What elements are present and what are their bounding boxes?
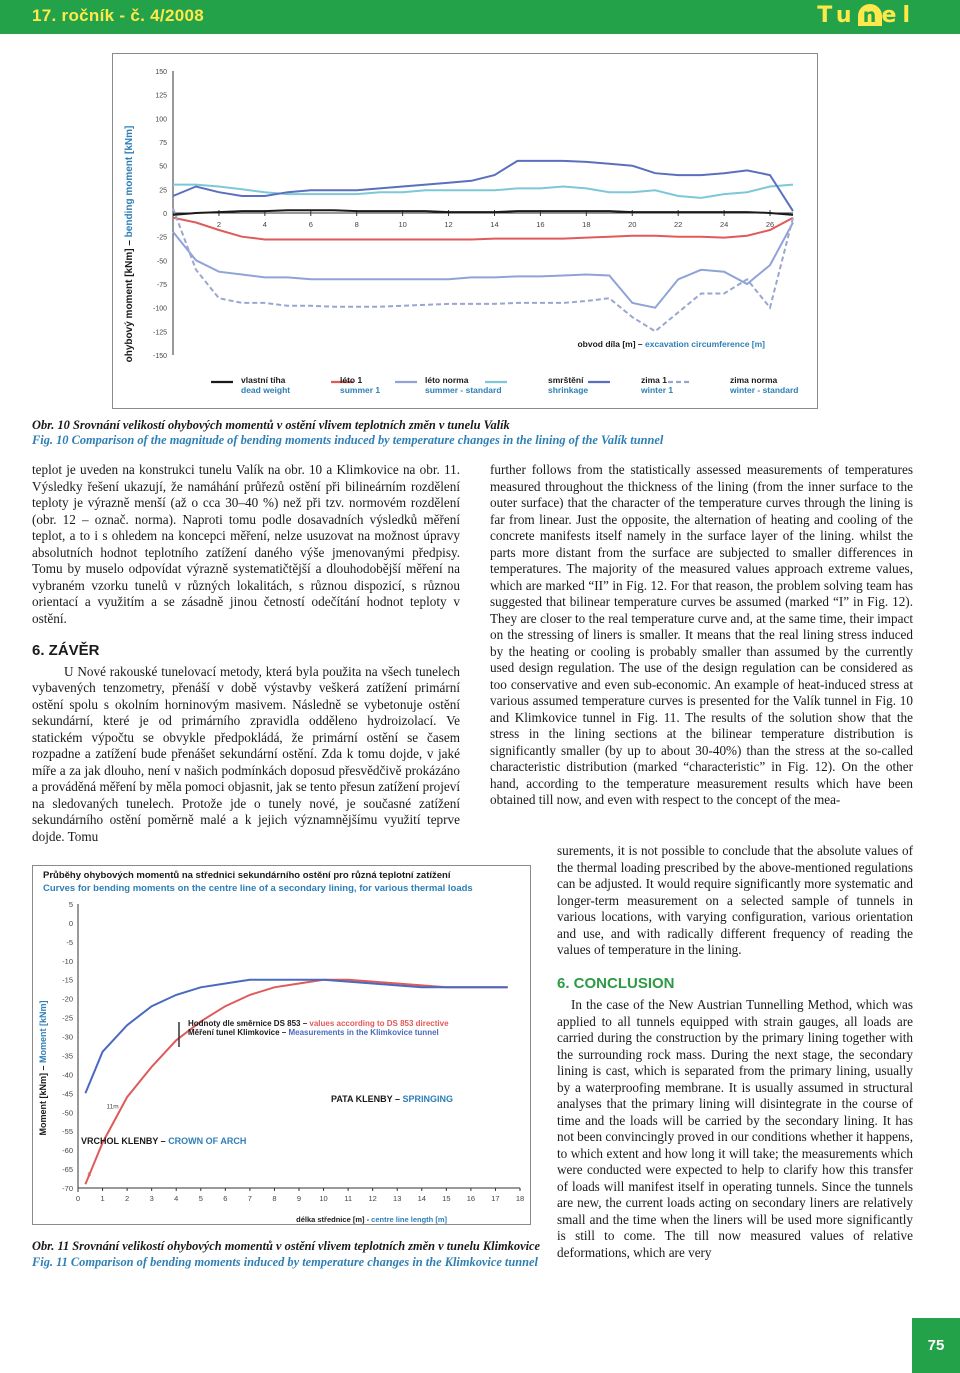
- logo-text-end: el: [881, 3, 916, 28]
- y-tick-label: -50: [62, 1108, 73, 1118]
- logo-text-start: Tu: [817, 3, 858, 28]
- series-line-5: [173, 161, 793, 211]
- y-axis-label: [38, 1000, 48, 1135]
- annotation-springing-cz: PATA KLENBY –: [331, 1094, 403, 1104]
- y-tick-label: -5: [66, 937, 73, 947]
- x-tick-label: 4: [174, 1194, 179, 1203]
- x-tick-label: 12: [444, 220, 453, 229]
- legend-label-cz: zima norma: [730, 375, 778, 385]
- y-tick-label: -10: [62, 956, 73, 966]
- x-tick-label: 18: [515, 1194, 525, 1203]
- right-paragraph-1b: surements, it is not possible to conclude that the absolute values of the thermal loading prescribed by the above-mentioned regulations can be adjusted. It would require significantly more systematic and longer-term measurement on a selected sample of tunnels in various locations, with varying configuration, various orientation and use, and with radically different frequency of reading the values of temperature in the lining.: [557, 843, 913, 957]
- y-axis-label-cz: ohybový moment [kNm] –: [124, 237, 135, 363]
- y-tick-label: -30: [62, 1032, 73, 1042]
- x-tick-label: 16: [536, 220, 545, 229]
- annotation-8: 8: [87, 1171, 91, 1179]
- y-tick-label: 100: [155, 116, 167, 124]
- legend-item-1-cz: Hodnoty dle směrnice DS 853 –: [188, 1019, 310, 1028]
- legend-item-1: [188, 1019, 449, 1028]
- x-tick-label: 20: [628, 220, 637, 229]
- figure-11-title-cz: Průběhy ohybových momentů na střednici sekundárního ostění pro různá teplotní zatížení: [43, 870, 451, 881]
- issue-label: 17. ročník - č. 4/2008: [32, 6, 204, 25]
- y-tick-label: -45: [62, 1089, 73, 1099]
- legend-label-cz: smrštění: [548, 375, 584, 385]
- x-tick-label: 2: [125, 1194, 130, 1203]
- x-axis-label: [296, 1215, 447, 1224]
- x-axis-label-en: centre line length [m]: [371, 1215, 447, 1224]
- annotation-crown-en: CROWN OF ARCH: [168, 1136, 247, 1146]
- figure-11-caption-en: Fig. 11 Comparison of bending moments induced by temperature changes in the Klimkovice tunnel: [32, 1255, 538, 1269]
- y-tick-label: -25: [62, 1013, 73, 1023]
- figure-11-caption-cz: Obr. 11 Srovnání velikostí ohybových momentů v ostění vlivem teplotních změn v tunelu Klimkovice: [32, 1239, 541, 1253]
- tunel-logo: [817, 3, 916, 28]
- legend-label-en: shrinkage: [548, 385, 589, 395]
- page-number: 75: [912, 1318, 960, 1373]
- y-tick-label: 75: [159, 140, 167, 147]
- section-heading-cz: 6. ZÁVĚR: [32, 642, 100, 659]
- y-tick-label: -60: [62, 1146, 73, 1156]
- right-paragraph-1: further follows from the statistically assessed measurements of temperatures measured throughout the thickness of the lining (from the inner surface to the outer surface) that the character of the temperature curves through the lining is far from linear. Just the opposite, the alternation of heating and cooling of the concrete manifests itself namely in the surface layer of the lining. whilst the parts more distant from the surface are subjected to smaller differences in temperatures. The majority of the measured values approach extreme values, which are marked “II” in Fig. 12. For that reason, the problem solving team has suggested that bilinear temperature curves be assumed (marked “I” in Fig. 12). They are closer to the real temperature curve and, at the same time, their impact on the stressing of liners is smaller. It means that the real lining stress induced by the heating or cooling is probably smaller than assumed by the currently used design regulation. The use of the design regulation can be considered as too conservative and even sub-economic. An example of heat-induced stress at various assumed temperature curves is presented for the Valík tunnel in Fig. 10 and Klimkovice tunnel in Fig. 11. The results of the solution show that the stress in the lining sections at the bilinear temperature distribution is significantly smaller (by up to about 30-40%) than the stress at the so-called characteristic distribution (marked “characteristic” in Fig. 12). On the other hand, according to the temperature measurement results which have been obtained till now, and even with respect to the concept of the mea-: [490, 462, 913, 807]
- legend-item-2-en: Measurements in the Klimkovice tunnel: [288, 1028, 439, 1037]
- legend-label-cz: vlastní tíha: [241, 375, 286, 385]
- legend-item-2: [188, 1028, 439, 1037]
- x-axis-label: [577, 339, 765, 349]
- y-tick-label: 0: [163, 211, 167, 218]
- legend-label-en: summer - standard: [425, 385, 502, 395]
- logo-tunnel-icon: n: [858, 4, 882, 26]
- right-column-bottom: [557, 843, 913, 1261]
- x-tick-label: 8: [354, 220, 359, 229]
- y-tick-label: -150: [152, 353, 167, 360]
- annotation-crown: [81, 1136, 246, 1146]
- right-column-top: [490, 462, 913, 809]
- y-tick-label: 0: [68, 918, 73, 928]
- x-tick-label: 0: [75, 1194, 81, 1203]
- x-tick-label: 10: [398, 220, 407, 229]
- legend-label-cz: léto 1: [340, 375, 363, 385]
- x-tick-label: 26: [765, 220, 775, 229]
- y-axis-label-en: bending moment [kNm]: [124, 125, 135, 238]
- left-paragraph-1: teplot je uveden na konstrukci tunelu Valík na obr. 10 a Klimkovice na obr. 11. Výsledky řešení ukazují, že namáhání průřezů ostění při bilineárním rozdělení teploty je výrazně menší (až o cca 30–40 %) než při tzv. normovém rozdělení (obr. 12 – označ. norma). Naproti tomu podle dosavadních výsledků měření teplot, a to i s ohledem na koncepci měření, nelze usuzovat na možnost úpravy absolutních hodnot teplotního zatížení daného výše jmenovanými předpisy. Tomu by muselo odpovídat výrazně systematičtější a dlouhodobější měření na vybraném vzorku tunelů v různých lokalitách, s různou dispozicí, s různou orientací a využitím a se zásadně jinou četností odečítání hodnot teploty v ostění.: [32, 462, 460, 626]
- y-tick-label: -70: [62, 1184, 73, 1193]
- x-tick-label: 12: [368, 1194, 377, 1203]
- x-tick-label: 6: [223, 1194, 228, 1203]
- legend-label-en: winter 1: [641, 385, 674, 395]
- annotation-springing: [331, 1094, 453, 1104]
- annotation-crown-cz: VRCHOL KLENBY –: [81, 1136, 169, 1146]
- figure-10-caption-cz: Obr. 10 Srovnání velikostí ohybových momentů v ostění vlivem teplotních změn v tunelu Valík: [32, 418, 510, 432]
- left-column: [32, 462, 460, 845]
- x-tick-label: 9: [296, 1194, 302, 1203]
- annotation-11m: 11m: [106, 1103, 119, 1111]
- x-tick-label: 24: [719, 220, 729, 229]
- x-tick-label: 14: [417, 1194, 426, 1203]
- x-tick-label: 22: [674, 220, 683, 229]
- section-heading-en: 6. CONCLUSION: [557, 974, 675, 992]
- x-tick-label: 15: [442, 1194, 451, 1203]
- x-axis-label-cz: obvod díla [m] –: [577, 339, 645, 349]
- y-tick-label: -125: [152, 329, 167, 337]
- figure-10-chart: [113, 54, 817, 408]
- y-tick-label: -40: [62, 1070, 73, 1080]
- figure-10-caption: [32, 418, 912, 448]
- x-tick-label: 4: [262, 220, 267, 229]
- y-tick-label: -75: [156, 282, 167, 289]
- x-tick-label: 10: [319, 1194, 328, 1203]
- y-axis-label: [124, 126, 135, 363]
- x-tick-label: 13: [393, 1194, 402, 1203]
- y-axis-label-cz: Moment [kNm] –: [38, 1062, 48, 1136]
- x-tick-label: 7: [247, 1194, 252, 1203]
- y-tick-label: 5: [68, 900, 73, 909]
- legend-label-en: summer 1: [340, 385, 381, 395]
- x-tick-label: 5: [198, 1194, 203, 1203]
- series-line-3: [173, 223, 793, 308]
- y-tick-label: -25: [156, 234, 167, 242]
- right-paragraph-2: In the case of the New Austrian Tunnelling Method, which was applied to all tunnels equipped with strain gauges, all loads are carried during the construction by the primary lining together with the surrounding rock mass. During the next stage, the secondary lining is cast, which is separated from the primary lining, usually by a waterproofing membrane. It is usually assumed in structural analyses that the primary lining will disintegrate in the course of time and the loads will be carried by the secondary lining. It has not been convincingly proved in our conditions whether it happens, to which extent and how long it will take; the measurements which were conducted were expected to help to clarify how this transfer of loads will manifest itself in operating tunnels. Since the tunnels are new, the current loads acting on secondary liners are relatively small and the time when the liners will be used more significantly is still to come. The till now measured values of relative deformations, which are very: [557, 997, 913, 1260]
- y-tick-label: -15: [62, 975, 73, 985]
- y-tick-label: -20: [62, 994, 73, 1004]
- x-axis-label-en: excavation circumference [m]: [645, 339, 765, 349]
- figure-10: [112, 53, 818, 409]
- y-tick-label: 150: [155, 69, 167, 76]
- x-tick-label: 14: [490, 220, 499, 229]
- x-tick-label: 2: [216, 220, 222, 229]
- x-tick-label: 6: [308, 220, 313, 229]
- figure-11-chart: [33, 866, 530, 1224]
- x-tick-label: 3: [149, 1194, 154, 1203]
- legend-item-2-cz: Měření tunel Klimkovice –: [188, 1028, 289, 1037]
- legend-label-en: winter - standard: [730, 385, 799, 395]
- left-paragraph-2: U Nové rakouské tunelovací metody, která byla použita na všech tunelech vybavených tenzometry, přenáší v době výstavby veškerá zatížení primární ostění spolu s okolním horninovým masivem. Následně se vybetonuje ostění sekundární, které je od primárního zpravidla odděleno hydroizolací. Ve statickém výpočtu se obvykle předpokládá, že primární ostění se časem rozpadne a zatížení bude přenášet sekundární ostění. Zda k tomu dojde, v jaké míře a za jak dlouho, není v našich podmínkách doposud přesvědčivě prokázáno a prováděná měření by měla pomoci objasnit, jak se tento přesun zatížení projeví na sledovaných tunelech. Protože jde o tunely nové, je současné zatížení sekundárního ostění poměrně malé a k jejich významnějšímu využití teprve dojde. Tomu: [32, 663, 460, 844]
- legend-item-1-en: values according to DS 853 directive: [309, 1019, 449, 1028]
- figure-11: [32, 865, 531, 1225]
- figure-10-caption-en: Fig. 10 Comparison of the magnitude of bending moments induced by temperature changes in the lining of the Valík tunnel: [32, 433, 664, 447]
- y-tick-label: 25: [159, 187, 167, 195]
- y-tick-label: 125: [155, 92, 167, 100]
- legend-label-en: dead weight: [241, 385, 291, 395]
- x-tick-label: 17: [491, 1194, 500, 1203]
- annotation-springing-en: SPRINGING: [402, 1094, 454, 1104]
- x-tick-label: 1: [100, 1194, 105, 1203]
- y-tick-label: -55: [62, 1127, 73, 1137]
- y-tick-label: -35: [62, 1051, 73, 1061]
- y-tick-label: 50: [159, 163, 167, 171]
- y-tick-label: -100: [152, 305, 167, 313]
- series-line-1: [85, 980, 507, 1184]
- y-axis-label-en: Moment [kNm]: [38, 1000, 48, 1063]
- x-tick-label: 8: [272, 1194, 277, 1203]
- x-tick-label: 18: [582, 220, 591, 229]
- y-tick-label: -65: [62, 1165, 73, 1175]
- x-tick-label: 16: [466, 1194, 476, 1203]
- legend-label-cz: zima 1: [641, 375, 667, 385]
- figure-11-title-en: Curves for bending moments on the centre line of a secondary lining, for various thermal loads: [43, 883, 473, 894]
- x-axis-label-cz: délka střednice [m] -: [296, 1215, 372, 1224]
- y-tick-label: -50: [156, 258, 167, 266]
- x-tick-label: 11: [344, 1194, 353, 1203]
- figure-11-caption: [32, 1238, 542, 1270]
- legend-label-cz: léto norma: [425, 375, 469, 385]
